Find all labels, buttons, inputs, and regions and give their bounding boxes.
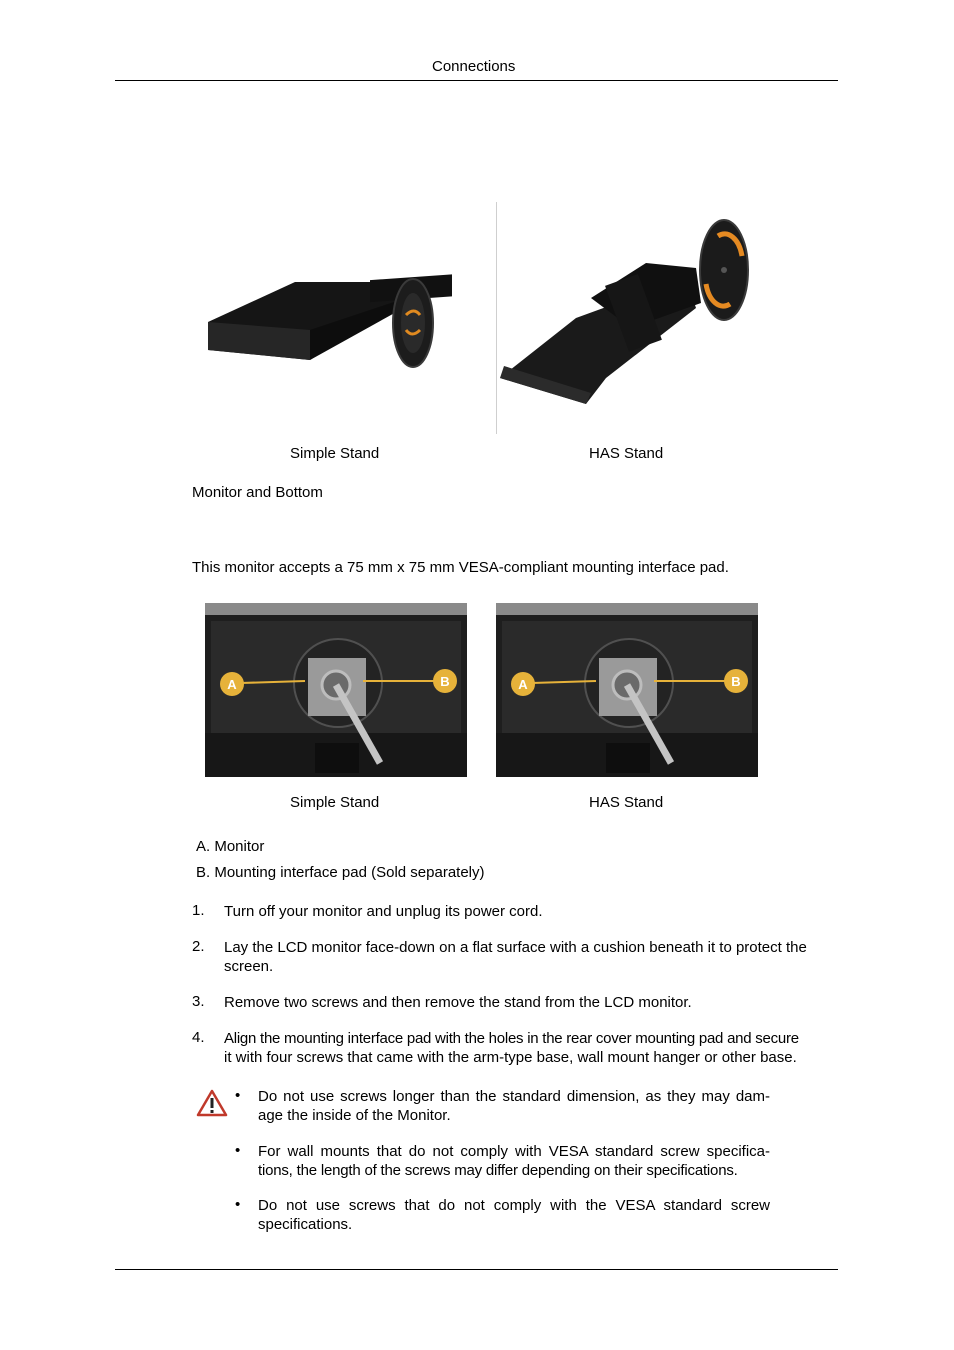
legend-item-mounting-pad: B. Mounting interface pad (Sold separately) xyxy=(196,864,485,881)
legend-item-monitor: A. Monitor xyxy=(196,838,265,855)
section-heading: Monitor and Bottom xyxy=(192,484,323,501)
footer-rule xyxy=(115,1269,838,1270)
step-1-line-1: Turn off your monitor and unplug its power cord. xyxy=(224,903,543,920)
step-4-number: 4. xyxy=(192,1029,205,1046)
step-2-line-1: Lay the LCD monitor face-down on a flat surface with a cushion beneath it to protect the xyxy=(224,939,807,956)
step-4-line-1: Align the mounting interface pad with the holes in the rear cover mounting pad and secure xyxy=(224,1030,799,1047)
figure2-caption-simple-stand: Simple Stand xyxy=(290,794,380,811)
callout-a-label: A xyxy=(518,677,528,692)
caution-3-line-2: specifications. xyxy=(258,1216,353,1233)
caution-1-line-2: age the inside of the Monitor. xyxy=(258,1107,451,1124)
step-4-line-2: it with four screws that came with the arm-type base, wall mount hanger or other base. xyxy=(224,1049,797,1066)
warning-triangle-icon xyxy=(196,1089,228,1117)
has-stand-image xyxy=(496,218,756,408)
caution-2-line-2: tions, the length of the screws may differ depending on their specifications. xyxy=(258,1162,738,1179)
header-rule xyxy=(115,80,838,81)
step-2-number: 2. xyxy=(192,938,205,955)
simple-stand-image xyxy=(200,270,460,380)
step-3-number: 3. xyxy=(192,993,205,1010)
intro-text: This monitor accepts a 75 mm x 75 mm VESA-compliant mounting interface pad. xyxy=(192,559,729,576)
figure1-caption-simple-stand: Simple Stand xyxy=(290,445,380,462)
callout-a-label: A xyxy=(227,677,237,692)
page-header-title: Connections xyxy=(432,58,516,75)
has-stand-back-image xyxy=(496,603,758,777)
callout-b-label: B xyxy=(731,674,741,689)
caution-2-bullet: • xyxy=(235,1142,241,1159)
step-2-line-2: screen. xyxy=(224,958,274,975)
caution-3-bullet: • xyxy=(235,1196,241,1213)
figure1-caption-has-stand: HAS Stand xyxy=(589,445,664,462)
caution-2-line-1: For wall mounts that do not comply with VESA standard screw specifica- xyxy=(258,1143,770,1160)
callout-b-label: B xyxy=(440,674,450,689)
simple-stand-back-image xyxy=(205,603,467,777)
caution-3-line-1: Do not use screws that do not comply with the VESA standard screw xyxy=(258,1197,770,1214)
caution-1-line-1: Do not use screws longer than the standard dimension, as they may dam- xyxy=(258,1088,770,1105)
step-1-number: 1. xyxy=(192,902,205,919)
figure2-caption-has-stand: HAS Stand xyxy=(589,794,664,811)
caution-1-bullet: • xyxy=(235,1087,241,1104)
step-3-line-1: Remove two screws and then remove the stand from the LCD monitor. xyxy=(224,994,692,1011)
